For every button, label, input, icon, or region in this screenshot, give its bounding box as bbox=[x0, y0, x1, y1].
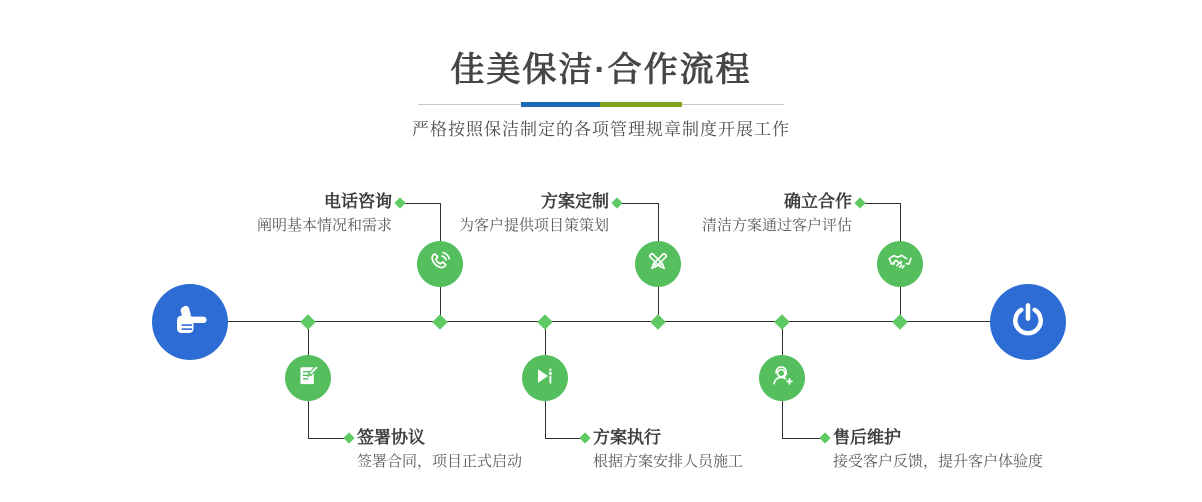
label-diamond bbox=[854, 197, 865, 208]
timeline-node-diamond bbox=[774, 314, 790, 330]
step-title: 电话咨询 bbox=[324, 192, 392, 211]
page-title: 佳美保洁·合作流程 bbox=[450, 51, 752, 89]
step-label-phone bbox=[257, 192, 392, 235]
step-desc: 接受客户反馈，提升客户体验度 bbox=[833, 453, 1044, 470]
timeline-node-diamond bbox=[650, 314, 666, 330]
timeline-line bbox=[228, 321, 992, 322]
step-title: 方案定制 bbox=[541, 192, 609, 211]
title-divider bbox=[418, 100, 784, 109]
pointing-hand-icon bbox=[169, 299, 211, 346]
divider-green-segment bbox=[600, 102, 682, 107]
connector-line bbox=[860, 203, 900, 204]
step-label-aftersale bbox=[833, 428, 1043, 471]
timeline-node-diamond bbox=[892, 314, 908, 330]
label-diamond bbox=[611, 197, 622, 208]
connector-line bbox=[400, 203, 440, 204]
step-label-confirm bbox=[702, 192, 852, 235]
page-subtitle: 严格按照保洁制定的各项管理规章制度开展工作 bbox=[412, 120, 790, 139]
step-title: 售后维护 bbox=[833, 428, 901, 447]
label-diamond bbox=[343, 432, 354, 443]
label-diamond bbox=[579, 432, 590, 443]
step-label-sign bbox=[357, 428, 522, 471]
contract-icon bbox=[294, 362, 322, 395]
step-icon-circle bbox=[877, 241, 923, 287]
step-desc: 清洁方案通过客户评估 bbox=[701, 217, 852, 234]
step-title: 确立合作 bbox=[784, 192, 852, 211]
power-icon bbox=[1008, 300, 1048, 345]
divider-blue-segment bbox=[521, 102, 600, 107]
step-title: 签署协议 bbox=[357, 428, 425, 447]
step-desc: 签署合同，项目正式启动 bbox=[357, 453, 523, 470]
pen-icon bbox=[644, 248, 672, 281]
label-diamond bbox=[819, 432, 830, 443]
step-desc: 根据方案安排人员施工 bbox=[593, 453, 744, 470]
timeline-node-diamond bbox=[432, 314, 448, 330]
label-diamond bbox=[394, 197, 405, 208]
phone-icon bbox=[426, 248, 454, 281]
step-icon-circle bbox=[285, 355, 331, 401]
step-desc: 为客户提供项目策策划 bbox=[458, 217, 609, 234]
timeline-node-diamond bbox=[300, 314, 316, 330]
step-icon-circle bbox=[759, 355, 805, 401]
end-circle bbox=[990, 284, 1066, 360]
step-title: 方案执行 bbox=[593, 428, 661, 447]
connector-line bbox=[617, 203, 658, 204]
headset-icon bbox=[768, 362, 796, 395]
header bbox=[0, 0, 1202, 140]
step-icon-circle bbox=[417, 241, 463, 287]
step-icon-circle bbox=[635, 241, 681, 287]
start-circle bbox=[152, 284, 228, 360]
handshake-icon bbox=[886, 248, 914, 281]
step-desc: 阐明基本情况和需求 bbox=[256, 217, 392, 234]
step-label-plan bbox=[459, 192, 609, 235]
timeline-node-diamond bbox=[537, 314, 553, 330]
step-icon-circle bbox=[522, 355, 568, 401]
step-label-execute bbox=[593, 428, 743, 471]
play-icon bbox=[531, 362, 559, 395]
